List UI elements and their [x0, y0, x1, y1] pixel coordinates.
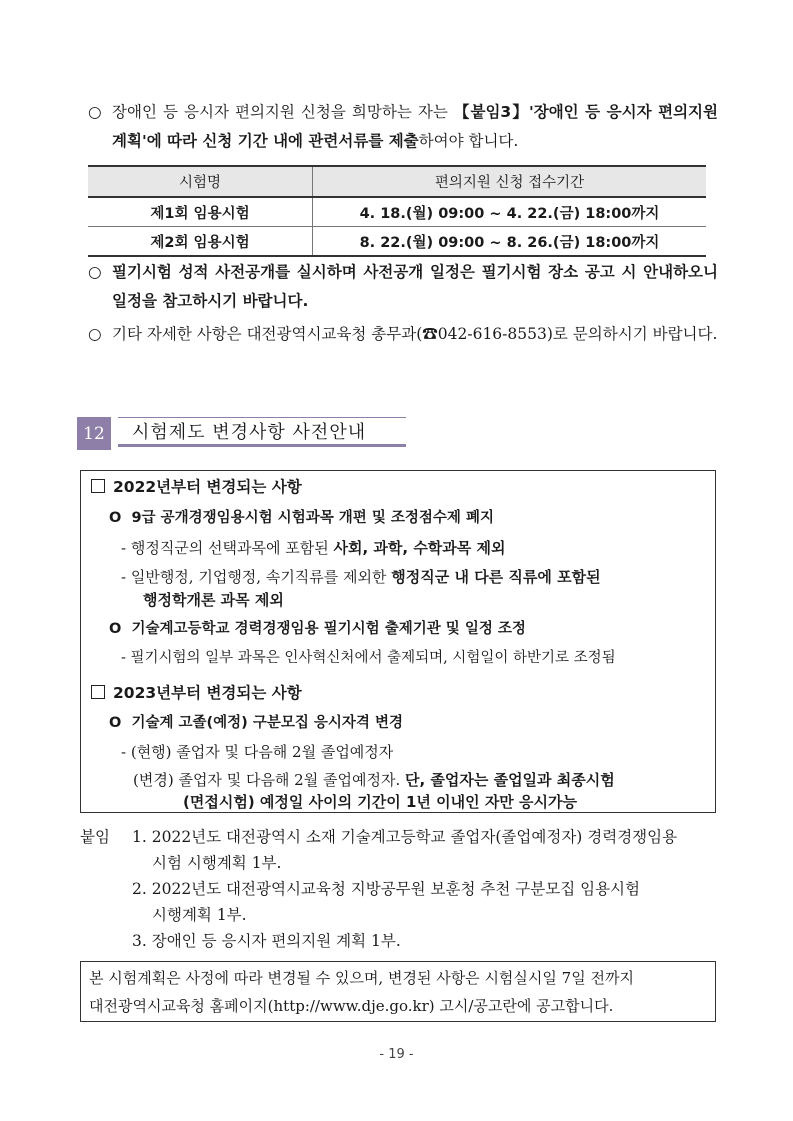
intro-paragraph — [88, 98, 718, 156]
contact-paragraph — [88, 320, 718, 349]
change-sub-item-cont — [183, 791, 577, 813]
contact-text: 기타 자세한 사항은 대전광역시교육청 총무과( — [112, 325, 423, 343]
intro-text: 장애인 등 응시자 편의지원 신청을 희망하는 자는 — [112, 103, 454, 121]
attachment-item — [132, 876, 640, 902]
sub-item-text: - 일반행정, 기업행정, 속기직류를 제외한 — [121, 568, 392, 586]
phone-icon: ☎ — [422, 325, 438, 343]
attachment-item-cont: 시행계획 1부. — [152, 906, 247, 924]
table-row — [88, 197, 706, 227]
attachment-number: 2. — [132, 880, 147, 898]
attachment-item-cont: 시험 시행계획 1부. — [152, 854, 282, 872]
item-title-text: 기술계 고졸(예정) 구분모집 응시자격 변경 — [131, 715, 404, 731]
bullet-circle: ○ — [88, 325, 102, 343]
attachment-text: 2022년도 대전광역시 소재 기술계고등학교 졸업자(졸업예정자) 경력경쟁임용 — [151, 828, 678, 846]
contact-text-end: 042-616-8553)로 문의하시기 바랍니다. — [437, 325, 718, 343]
change-sub-item — [133, 769, 615, 791]
changes-box — [80, 470, 716, 813]
sub-item-text: - 행정직군의 선택과목에 포함된 — [121, 539, 334, 557]
sub-item-text: - 필기시험의 일부 과목은 인사혁신처에서 출제되며, 시험일이 하반기로 조정됨 — [121, 650, 616, 666]
intro-text-end: 하여야 합니다. — [418, 132, 519, 150]
attachments-label: 붙임 — [80, 828, 110, 846]
change-sub-item — [121, 566, 601, 588]
sub-item-bold: (면접시험) 예정일 사이의 기간이 1년 이내인 자만 응시가능 — [183, 793, 577, 811]
checkbox-square-icon — [91, 479, 105, 493]
table-header-period: 편의지원 신청 접수기간 — [313, 166, 707, 197]
attachment-text: 2022년도 대전광역시교육청 지방공무원 보훈청 추천 구분모집 임용시험 — [151, 880, 640, 898]
heading-text: 2023년부터 변경되는 사항 — [113, 684, 302, 702]
table-cell-period: 4. 18.(월) 09:00 ~ 4. 22.(금) 18:00까지 — [313, 197, 707, 227]
heading-text: 2022년부터 변경되는 사항 — [113, 478, 302, 496]
change-sub-item — [121, 741, 393, 763]
item-marker: O — [109, 715, 122, 731]
intro-bold-text: 【붙임3】'장애인 등 응시자 편의지원 계획'에 따라 신청 기간 내에 관련서류를 제출 — [112, 103, 719, 150]
table-header-row — [88, 166, 706, 197]
sub-item-bold: 행정학개론 과목 제외 — [143, 591, 284, 609]
changes-2022-heading — [91, 476, 302, 498]
sub-item-text: (변경) 졸업자 및 다음해 2월 졸업예정자. — [133, 771, 405, 789]
notice-box — [80, 961, 716, 1022]
page-number: - 19 - — [379, 1047, 414, 1062]
sub-item-bold: 행정직군 내 다른 직류에 포함된 — [391, 568, 601, 586]
attachment-text: 장애인 등 응시자 편의지원 계획 1부. — [151, 932, 401, 950]
changes-2023-heading — [91, 682, 302, 704]
accommodation-schedule-table — [88, 165, 706, 257]
attachment-item — [132, 824, 677, 850]
table-header-exam: 시험명 — [88, 166, 313, 197]
item-marker: O — [109, 621, 122, 637]
attachment-number: 3. — [132, 932, 147, 950]
table-cell-period: 8. 22.(월) 09:00 ~ 8. 26.(금) 18:00까지 — [313, 227, 707, 257]
item-title-text: 기술계고등학교 경력경쟁임용 필기시험 출제기관 및 일정 조정 — [131, 621, 526, 637]
sub-item-bold: 단, 졸업자는 졸업일과 최종시험 — [404, 771, 615, 789]
section-title: 시험제도 변경사항 사전안내 — [118, 417, 406, 447]
sub-item-bold: 사회, 과학, 수학과목 제외 — [333, 539, 506, 557]
table-cell-exam: 제2회 임용시험 — [88, 227, 313, 257]
change-item-title — [109, 618, 526, 640]
item-title-text: 9급 공개경쟁임용시험 시험과목 개편 및 조정점수제 폐지 — [131, 510, 494, 526]
change-sub-item-cont — [143, 589, 284, 611]
table-cell-exam: 제1회 임용시험 — [88, 197, 313, 227]
table-row — [88, 227, 706, 257]
change-item-title — [109, 712, 403, 734]
score-disclosure-paragraph — [88, 258, 718, 316]
change-sub-item — [121, 647, 616, 669]
notice-line: 대전광역시교육청 홈페이지(http://www.dje.go.kr) 고시/공고란에 공고합니다. — [89, 997, 614, 1015]
attachment-item — [132, 928, 401, 954]
item-marker: O — [109, 510, 122, 526]
score-disclosure-text: 필기시험 성적 사전공개를 실시하며 사전공개 일정은 필기시험 장소 공고 시 안내하오니 일정을 참고하시기 바랍니다. — [112, 263, 718, 310]
bullet-circle: ○ — [88, 263, 102, 281]
notice-line: 본 시험계획은 사정에 따라 변경될 수 있으며, 변경된 사항은 시험실시일 7일 전까지 — [89, 969, 634, 987]
bullet-circle: ○ — [88, 103, 102, 121]
change-sub-item — [121, 537, 505, 559]
sub-item-text: - (현행) 졸업자 및 다음해 2월 졸업예정자 — [121, 743, 394, 761]
attachment-number: 1. — [132, 828, 147, 846]
section-number: 12 — [77, 417, 111, 450]
checkbox-square-icon — [91, 685, 105, 699]
change-item-title — [109, 507, 494, 529]
